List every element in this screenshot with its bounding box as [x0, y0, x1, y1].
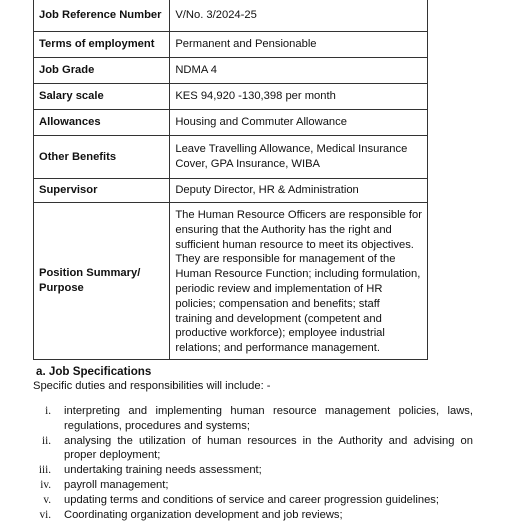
summary-line: ensuring that the Authority has the right and: [175, 223, 392, 236]
list-item: [33, 478, 473, 493]
table-row: [34, 32, 428, 58]
row-label: Job Reference Number: [34, 0, 170, 32]
list-number: i.: [45, 405, 51, 417]
table-row: [34, 110, 428, 136]
summary-line: policies; compensation and benefits; staff: [175, 297, 380, 310]
summary-line: The Human Resource Officers are responsible for: [175, 209, 422, 221]
list-text: payroll management;: [64, 478, 169, 491]
row-value: V/No. 3/2024-25: [170, 0, 428, 32]
summary-line: sufficient human resource to meet its objectives.: [175, 238, 414, 251]
row-value: Leave Travelling Allowance, Medical Insurance Cover, GPA Insurance, WIBA: [170, 136, 428, 179]
row-value: KES 94,920 -130,398 per month: [170, 84, 428, 110]
summary-line: productive workforce); employee industrial: [175, 327, 385, 340]
list-text: Coordinating organization development and job reviews;: [64, 508, 343, 521]
table-row: [34, 84, 428, 110]
list-number: iv.: [40, 478, 51, 491]
list-item: [33, 463, 473, 478]
table-row: [34, 0, 428, 32]
summary-line: relations; and performance management.: [175, 342, 380, 355]
row-label: Other Benefits: [34, 136, 170, 179]
summary-label: Position Summary/ Purpose: [34, 203, 170, 360]
table-row: [34, 136, 428, 179]
list-number: iii.: [38, 464, 51, 477]
summary-line: Human Resource Function; including formulation,: [175, 268, 421, 281]
section-heading: a. Job Specifications: [36, 365, 152, 378]
row-value: NDMA 4: [170, 58, 428, 84]
summary-text: [170, 203, 428, 360]
list-item: [33, 493, 473, 508]
summary-line: periodic review and implementation of HR: [175, 282, 383, 295]
table-row: [34, 179, 428, 203]
row-label: Supervisor: [34, 179, 170, 203]
duties-list: [33, 404, 473, 522]
list-text: updating terms and conditions of service and career progression guidelines;: [64, 493, 439, 506]
job-details-table: [33, 0, 428, 360]
row-value: Permanent and Pensionable: [170, 32, 428, 58]
list-item: [33, 508, 473, 522]
list-item: [33, 434, 473, 464]
list-text: analysing the utilization of human resources in the Authority and advising on proper deployment;: [64, 434, 473, 462]
row-label: Salary scale: [34, 84, 170, 110]
row-label: Terms of employment: [34, 32, 170, 58]
row-value: Housing and Commuter Allowance: [170, 110, 428, 136]
list-number: ii.: [41, 434, 51, 447]
row-value: Deputy Director, HR & Administration: [170, 179, 428, 203]
table-row-summary: [34, 203, 428, 360]
list-text: undertaking training needs assessment;: [64, 464, 262, 477]
list-item: [33, 404, 473, 434]
row-label: Allowances: [34, 110, 170, 136]
section-intro: Specific duties and responsibilities will include: -: [33, 380, 271, 392]
list-text: interpreting and implementing human resource management policies, laws, regulations, procedures and systems;: [64, 405, 473, 432]
list-number: vi.: [39, 508, 51, 521]
list-number: v.: [43, 493, 51, 506]
summary-line: training and development (competent and: [175, 312, 382, 325]
row-label: Job Grade: [34, 58, 170, 84]
table-row: [34, 58, 428, 84]
summary-line: They are responsible for management of the: [175, 253, 396, 266]
